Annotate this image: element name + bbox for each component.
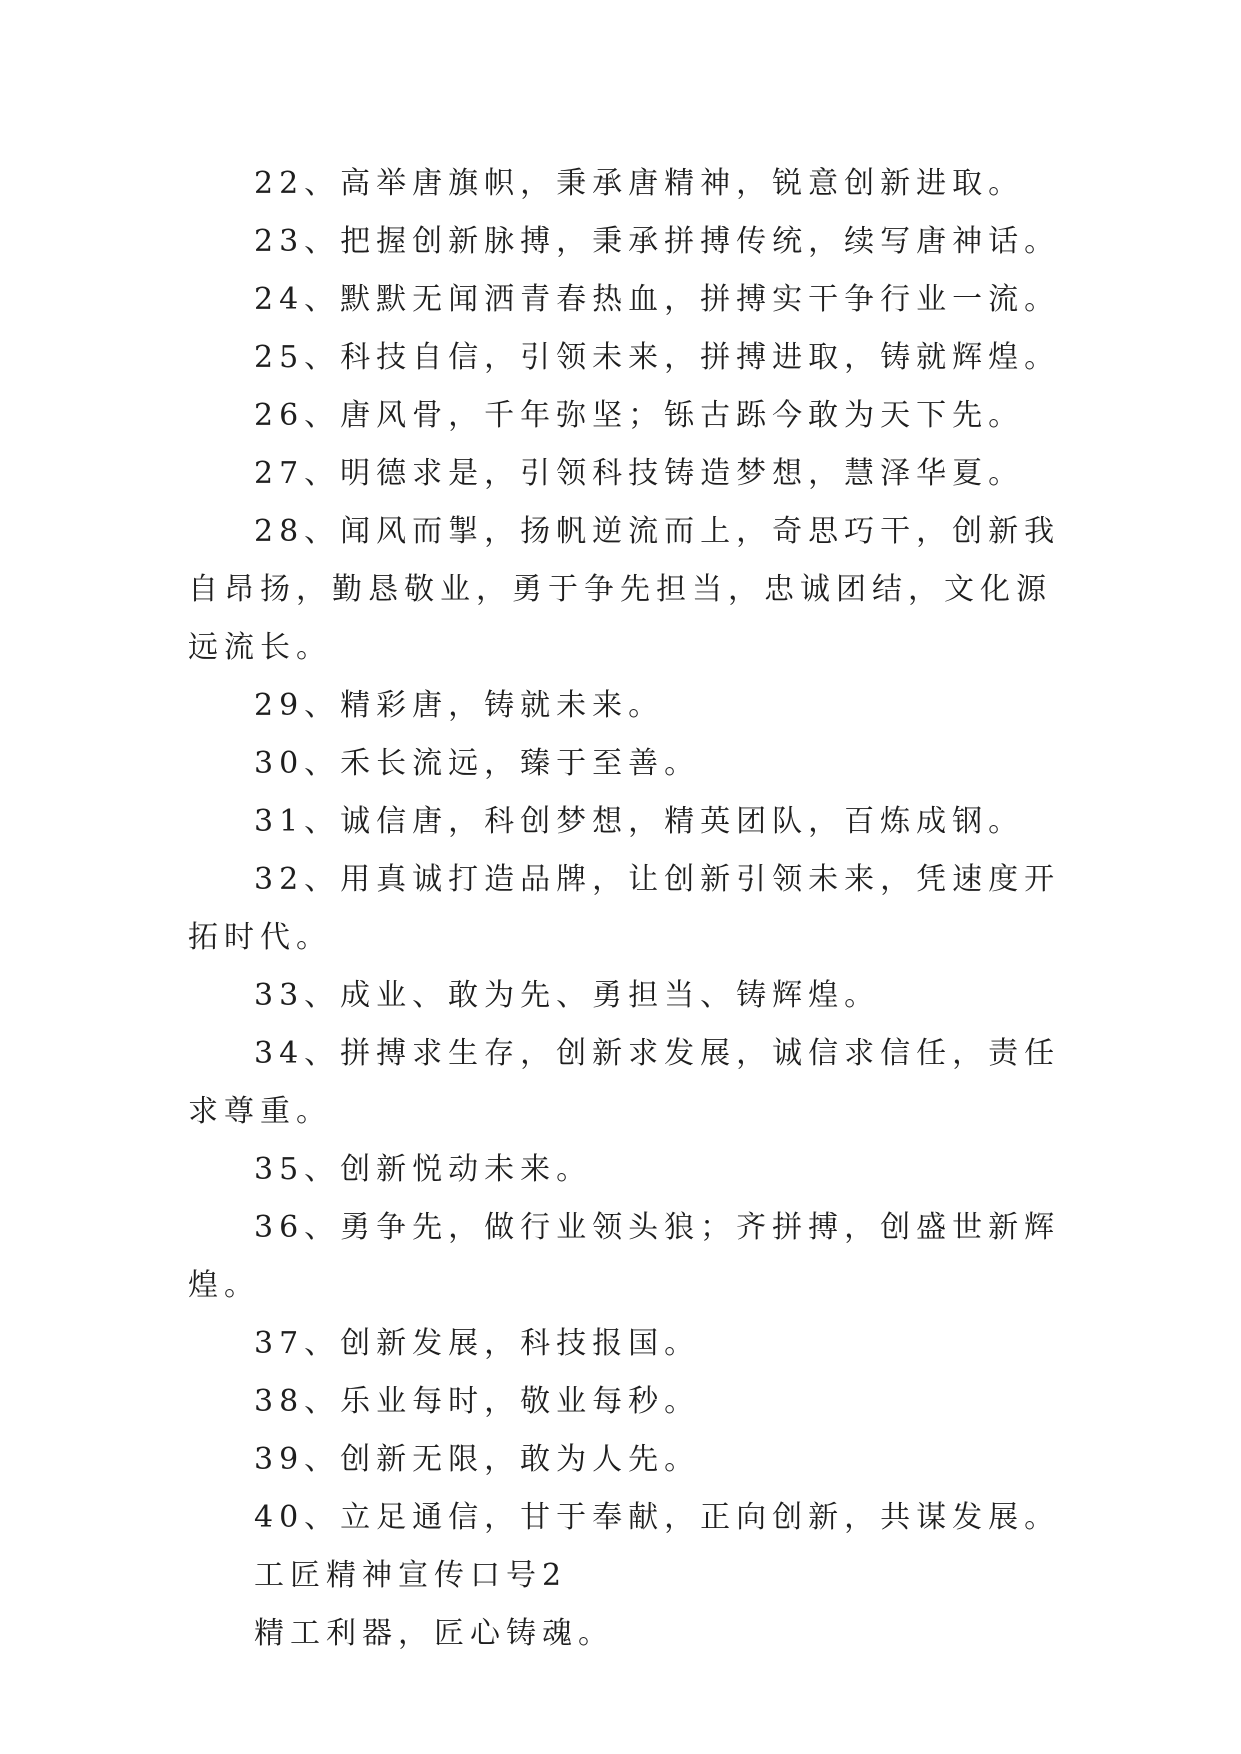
slogan-paragraph: 26、唐风骨，千年弥坚；铄古跞今敢为天下先。 xyxy=(254,398,1025,433)
section-heading: 工匠精神宣传口号2 xyxy=(254,1558,568,1593)
slogan-paragraph: 36、勇争先，做行业领头狼；齐拼搏，创盛世新辉煌。 xyxy=(188,1210,1061,1303)
document-body xyxy=(188,155,1068,1663)
slogan-paragraph: 35、创新悦动未来。 xyxy=(254,1152,593,1187)
slogan-paragraph: 29、精彩唐，铸就未来。 xyxy=(254,688,665,723)
slogan-paragraph: 25、科技自信，引领未来，拼搏进取，铸就辉煌。 xyxy=(254,340,1061,375)
slogan-paragraph: 23、把握创新脉搏，秉承拼搏传统，续写唐神话。 xyxy=(254,224,1061,259)
slogan-paragraph: 22、高举唐旗帜，秉承唐精神，锐意创新进取。 xyxy=(254,166,1025,201)
slogan-paragraph: 精工利器，匠心铸魂。 xyxy=(254,1616,614,1651)
slogan-paragraph: 32、用真诚打造品牌，让创新引领未来，凭速度开拓时代。 xyxy=(188,862,1061,955)
slogan-paragraph: 24、默默无闻洒青春热血，拼搏实干争行业一流。 xyxy=(254,282,1061,317)
slogan-paragraph: 39、创新无限，敢为人先。 xyxy=(254,1442,701,1477)
slogan-paragraph: 34、拼搏求生存，创新求发展，诚信求信任，责任求尊重。 xyxy=(188,1036,1061,1129)
slogan-paragraph: 31、诚信唐，科创梦想，精英团队，百炼成钢。 xyxy=(254,804,1025,839)
slogan-paragraph: 37、创新发展，科技报国。 xyxy=(254,1326,701,1361)
slogan-paragraph: 27、明德求是，引领科技铸造梦想，慧泽华夏。 xyxy=(254,456,1025,491)
slogan-paragraph: 28、闻风而掣，扬帆逆流而上，奇思巧干，创新我自昂扬，勤恳敬业，勇于争先担当，忠诚团结，文化源远流长。 xyxy=(188,514,1061,665)
slogan-paragraph: 38、乐业每时，敬业每秒。 xyxy=(254,1384,701,1419)
slogan-paragraph: 30、禾长流远，臻于至善。 xyxy=(254,746,701,781)
slogan-paragraph: 40、立足通信，甘于奉献，正向创新，共谋发展。 xyxy=(254,1500,1061,1535)
slogan-paragraph: 33、成业、敢为先、勇担当、铸辉煌。 xyxy=(254,978,881,1013)
